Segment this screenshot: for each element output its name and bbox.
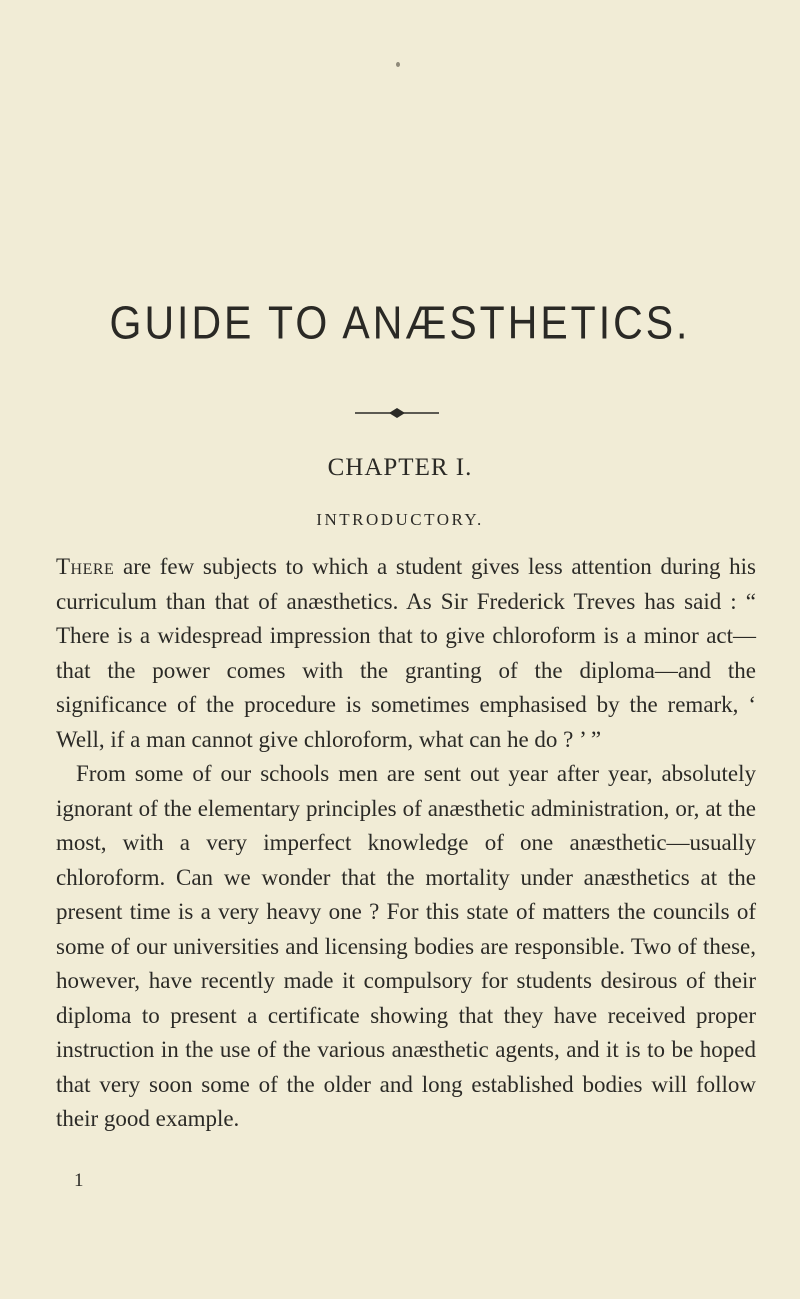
book-title: GUIDE TO ANÆSTHETICS. [109, 297, 691, 349]
paragraph-opening-word: There [56, 554, 115, 579]
body-text [56, 550, 756, 1137]
paper-speck [396, 62, 400, 67]
signature-mark: 1 [74, 1170, 84, 1191]
divider-ornament [355, 406, 439, 420]
paragraph-2: From some of our schools men are sent out year after year, absolutely ignorant of the elementary principles of anæsthetic administration, or, at the most, with a very imperfect knowledge of one anæsthetic—usually chloroform. Can we wonder that the mortality under anæsthetics at the present time is a very heavy one ? For this state of matters the councils of some of our universities and licensing bodies are responsible. Two of these, however, have recently made it compulsory for students desirous of their diploma to present a certificate showing that they have received proper instruction in the use of the various anæsthetic agents, and it is to be hoped that very soon some of the older and long established bodies will follow their good example. [56, 761, 756, 1131]
paragraph-1 [56, 550, 756, 757]
chapter-heading: CHAPTER I. [327, 454, 473, 481]
paragraph-1-text: are few subjects to which a student gives less attention during his curriculum than that of anæsthetics. As Sir Frederick Treves has said : “ There is a widespread impression that to give chloroform is a minor act—that the power comes with the granting of the diploma—and the significance of the procedure is sometimes emphasised by the remark, ‘ Well, if a man cannot give chloroform, what can he do ? ’ ” [56, 554, 756, 752]
section-heading: INTRODUCTORY. [316, 510, 484, 529]
